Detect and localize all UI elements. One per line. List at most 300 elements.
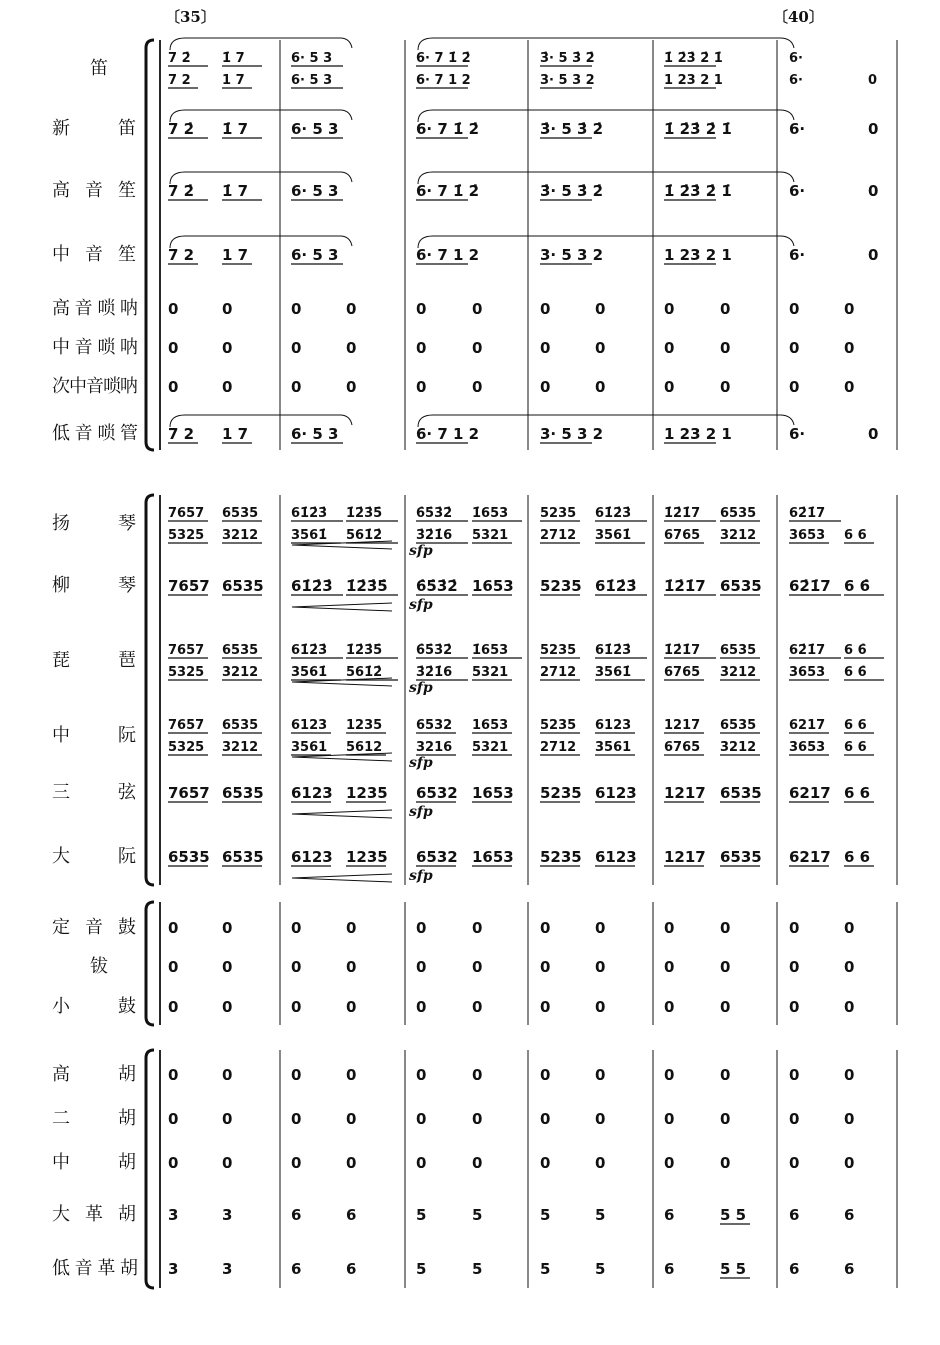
note-group: 0	[346, 1066, 357, 1084]
note-group: 0	[416, 958, 427, 976]
bracket-plucked-strings	[146, 495, 154, 885]
note-group: 3̇· 5 3̇ 2̇	[540, 51, 595, 66]
note-group: 5	[595, 1260, 606, 1278]
svg-text:定音鼓: 定音鼓	[52, 917, 136, 938]
note-group: 0	[472, 378, 483, 396]
note-group: 0	[540, 998, 551, 1016]
note-group: 5	[540, 1260, 551, 1278]
instrument-label	[52, 337, 138, 358]
note-group: 0	[222, 998, 233, 1016]
note-group: 0	[472, 1154, 483, 1172]
note-group: 1 23 2 1	[664, 246, 732, 264]
crescendo-hairpin	[292, 810, 392, 818]
note-group: 0	[472, 1110, 483, 1128]
note-group: 0	[720, 998, 731, 1016]
note-group: 1 23 2 1	[664, 73, 723, 88]
note-group: 0	[664, 1066, 675, 1084]
instrument-label	[52, 1204, 136, 1225]
note-group: 6	[789, 1260, 800, 1278]
note-group: 0	[844, 958, 855, 976]
note-group: 6765	[664, 740, 701, 755]
svg-text:中音笙: 中音笙	[52, 244, 136, 265]
note-group: 6532	[416, 718, 453, 733]
note-group: 3	[222, 1260, 233, 1278]
note-group: 6535	[222, 718, 259, 733]
note-group: 1̇ 7	[222, 51, 245, 66]
note-group: 7 2̇	[168, 51, 191, 66]
note-group: 5	[416, 1206, 427, 1224]
note-group: 0	[222, 958, 233, 976]
note-group: 0	[720, 919, 731, 937]
instrument-label	[52, 725, 136, 746]
note-group: 2712	[540, 740, 577, 755]
note-group: 561̇2̇	[346, 665, 383, 680]
note-group: 3· 5 3 2	[540, 246, 604, 264]
note-group: 1̇653	[472, 506, 509, 521]
instrument-label	[90, 58, 108, 79]
instrument-row	[52, 1108, 854, 1129]
note-group: 3561	[291, 740, 328, 755]
note-group: 0	[291, 1066, 302, 1084]
note-group: 6535	[222, 848, 264, 866]
note-group: 0	[868, 182, 879, 200]
note-group: 1̇ 2̇3̇ 2̇ 1̇	[664, 51, 723, 66]
note-group: 5321	[472, 665, 509, 680]
note-group: 7 2̇	[168, 120, 195, 138]
note-group: 6· 5 3	[291, 182, 339, 200]
instrument-label	[52, 996, 136, 1017]
instrument-label	[52, 244, 136, 265]
note-group: 0	[664, 919, 675, 937]
note-group: 0	[720, 339, 731, 357]
note-group: 6535	[720, 577, 762, 595]
note-group: 1653	[472, 577, 514, 595]
note-group: 6	[346, 1206, 357, 1224]
note-group: 0	[595, 378, 606, 396]
note-group: 0	[540, 1066, 551, 1084]
note-group: 561̇2̇	[346, 528, 383, 543]
dynamic-sfp: sfp	[409, 597, 433, 613]
note-group: 5325	[168, 665, 205, 680]
note-group: 7657	[168, 718, 205, 733]
svg-text:扬琴: 扬琴	[52, 513, 136, 534]
note-group: 6 6̇	[844, 643, 867, 658]
instrument-rows	[52, 51, 884, 1279]
note-group: 0	[720, 378, 731, 396]
note-group: 1̇ 7	[222, 182, 249, 200]
note-group: 5612	[346, 740, 383, 755]
bracket-winds	[146, 40, 154, 450]
note-group: 6 6̇	[844, 665, 867, 680]
note-group: 0	[291, 378, 302, 396]
svg-text:二胡: 二胡	[52, 1108, 136, 1129]
note-group: 5235	[540, 718, 577, 733]
note-group: 1̇2̇1̇7	[664, 577, 706, 595]
instrument-row	[52, 917, 854, 938]
note-group: 1̇2̇1̇7	[664, 643, 701, 658]
svg-text:小鼓: 小鼓	[52, 996, 136, 1017]
note-group: 3561̇	[595, 528, 632, 543]
instrument-label	[52, 512, 136, 534]
instrument-label	[52, 782, 137, 803]
instrument-label	[90, 956, 108, 977]
note-group: 3212	[720, 740, 757, 755]
note-group: 6	[844, 1260, 855, 1278]
note-group: 0	[868, 120, 879, 138]
note-group: 6532	[416, 784, 458, 802]
instrument-row	[52, 244, 878, 265]
note-group: 0	[168, 1066, 179, 1084]
note-group: 0	[416, 378, 427, 396]
note-group: 3212	[222, 528, 259, 543]
note-group: 0	[291, 958, 302, 976]
instrument-row	[52, 180, 878, 201]
note-group: 6535	[720, 718, 757, 733]
instrument-label	[52, 1152, 136, 1173]
note-group: 3561̇	[595, 665, 632, 680]
note-group: 1̇2̇3̇5̇	[346, 506, 383, 521]
note-group: 0	[789, 998, 800, 1016]
note-group: 6123	[595, 718, 632, 733]
instrument-label	[52, 1064, 136, 1085]
note-group: 0	[844, 1154, 855, 1172]
note-group: 7657	[168, 643, 205, 658]
note-group: 62̇1̇7	[789, 643, 826, 658]
note-group: 6 6̇	[844, 577, 871, 595]
note-group: 0	[664, 300, 675, 318]
svg-text:笛: 笛	[90, 58, 108, 79]
note-group: 0	[222, 339, 233, 357]
note-group: 0	[346, 958, 357, 976]
note-group: 6	[291, 1260, 302, 1278]
note-group: 0	[346, 300, 357, 318]
note-group: 5321	[472, 528, 509, 543]
note-group: 0	[472, 919, 483, 937]
note-group: 6	[664, 1260, 675, 1278]
note-group: 5	[472, 1260, 483, 1278]
instrument-row	[52, 506, 874, 559]
svg-text:琵琶: 琵琶	[52, 650, 136, 671]
note-group: 0	[540, 339, 551, 357]
instrument-row	[52, 118, 878, 139]
instrument-row	[52, 996, 854, 1017]
note-group: 0	[844, 919, 855, 937]
note-group: 1217	[664, 848, 706, 866]
note-group: 0	[720, 300, 731, 318]
note-group: 5325	[168, 528, 205, 543]
note-group: 61̇2̇3̇	[595, 643, 632, 658]
note-group: 0	[868, 73, 878, 88]
note-group: 6·	[789, 73, 803, 88]
svg-text:钹: 钹	[90, 956, 108, 977]
note-group: 6535	[720, 848, 762, 866]
note-group: 6123	[291, 848, 333, 866]
note-group: 61̇2̇3̇	[595, 506, 632, 521]
instrument-label	[52, 575, 136, 596]
note-group: 0	[346, 1110, 357, 1128]
note-group: 0	[868, 246, 879, 264]
note-group: 1235	[346, 718, 383, 733]
note-group: 6·	[789, 425, 806, 443]
note-group: 6· 5 3	[291, 51, 333, 66]
note-group: 0	[540, 1154, 551, 1172]
note-group: 0	[720, 1110, 731, 1128]
note-group: 0	[789, 300, 800, 318]
note-group: 6217	[789, 784, 831, 802]
svg-text:高音唢呐: 高音唢呐	[52, 298, 138, 319]
note-group: 1̇2̇3̇5̇	[346, 577, 388, 595]
note-group: 6	[346, 1260, 357, 1278]
note-group: 0	[844, 339, 855, 357]
note-group: 0	[844, 1066, 855, 1084]
note-group: 6	[664, 1206, 675, 1224]
note-group: 6217	[789, 848, 831, 866]
note-group: 5	[416, 1260, 427, 1278]
instrument-label	[52, 1108, 136, 1129]
note-group: 6·	[789, 182, 806, 200]
note-group: 6· 7 1̇ 2̇	[416, 120, 480, 138]
note-group: 6123	[291, 784, 333, 802]
note-group: 0	[168, 919, 179, 937]
note-group: 6̇5̇3̇2̇	[416, 643, 453, 658]
note-group: 7 2	[168, 425, 195, 443]
note-group: 0	[664, 339, 675, 357]
dynamic-sfp: sfp	[409, 543, 433, 559]
instrument-row	[52, 423, 878, 444]
svg-text:高音笙: 高音笙	[52, 180, 136, 201]
note-group: 6· 7 1 2	[416, 425, 480, 443]
note-group: 0	[540, 1110, 551, 1128]
note-group: 3	[222, 1206, 233, 1224]
note-group: 0	[222, 300, 233, 318]
note-group: 0	[416, 998, 427, 1016]
measure-marker: 〔35〕	[165, 8, 216, 26]
note-group: 3653	[789, 528, 826, 543]
note-group: 0	[789, 919, 800, 937]
slur	[418, 38, 794, 50]
note-group: 61̇2̇3̇	[291, 577, 333, 595]
note-group: 3· 5 3 2	[540, 73, 595, 88]
note-group: 3̇· 5 3̇ 2̇	[540, 120, 604, 138]
note-group: 0	[540, 919, 551, 937]
note-group: 1 23 2 1	[664, 425, 732, 443]
dynamic-sfp: sfp	[409, 680, 433, 696]
instrument-row	[52, 376, 854, 397]
instrument-label	[52, 1258, 138, 1279]
measure-markers	[165, 8, 824, 26]
note-group: 1235	[346, 848, 388, 866]
note-group: 0	[844, 378, 855, 396]
note-group: 2712	[540, 528, 577, 543]
note-group: 3212	[720, 528, 757, 543]
note-group: 0	[595, 1110, 606, 1128]
instrument-label	[52, 376, 138, 397]
note-group: 6· 7 1̇ 2̇	[416, 51, 471, 66]
note-group: 0	[789, 1110, 800, 1128]
note-group: 0	[540, 300, 551, 318]
note-group: 1653	[472, 718, 509, 733]
note-group: 6123	[595, 848, 637, 866]
note-group: 6535	[222, 643, 259, 658]
note-group: 6	[844, 1206, 855, 1224]
note-group: 5235	[540, 577, 582, 595]
note-group: 1653	[472, 784, 514, 802]
instrument-row	[52, 575, 884, 613]
note-group: 5	[595, 1206, 606, 1224]
note-group: 3561̇	[291, 665, 328, 680]
note-group: 0	[222, 1066, 233, 1084]
note-group: 6 6	[844, 718, 867, 733]
note-group: 0	[540, 378, 551, 396]
note-group: 5	[472, 1206, 483, 1224]
note-group: 0	[472, 300, 483, 318]
note-group: 6· 7 1 2	[416, 73, 471, 88]
crescendo-hairpin	[292, 874, 392, 882]
note-group: 0	[168, 958, 179, 976]
instrument-row	[52, 718, 874, 771]
note-group: 1653	[472, 848, 514, 866]
note-group: 0	[168, 1154, 179, 1172]
note-group: 0	[291, 1154, 302, 1172]
note-group: 5321	[472, 740, 509, 755]
note-group: 7 2	[168, 246, 195, 264]
note-group: 0	[789, 958, 800, 976]
note-group: 0	[416, 1110, 427, 1128]
note-group: 6·	[789, 246, 806, 264]
note-group: 3212	[720, 665, 757, 680]
note-group: 5 5	[720, 1260, 747, 1278]
note-group: 3561̇	[291, 528, 328, 543]
note-group: 3	[168, 1260, 179, 1278]
note-group: 7657	[168, 577, 210, 595]
note-group: 7657	[168, 506, 205, 521]
note-group: 0	[416, 339, 427, 357]
note-group: 6535	[720, 506, 757, 521]
note-group: 5	[540, 1206, 551, 1224]
note-group: 1̇ 2̇3̇ 2̇ 1̇	[664, 182, 732, 200]
note-group: 0	[346, 378, 357, 396]
svg-text:次中音唢呐: 次中音唢呐	[52, 376, 138, 397]
note-group: 0	[168, 998, 179, 1016]
note-group: 0	[291, 300, 302, 318]
note-group: 7 2	[168, 73, 191, 88]
svg-text:三弦: 三弦	[52, 782, 136, 803]
svg-text:低音唢管: 低音唢管	[52, 423, 138, 444]
instrument-label	[52, 298, 138, 319]
note-group: 5235	[540, 784, 582, 802]
note-group: 3̇2̇1̇6	[416, 528, 453, 543]
note-group: 0	[291, 339, 302, 357]
svg-text:大革胡: 大革胡	[52, 1204, 136, 1225]
note-group: 6· 5 3	[291, 120, 339, 138]
measure-marker: 〔40〕	[773, 8, 824, 26]
note-group: 6· 5 3	[291, 425, 339, 443]
instrument-row	[52, 643, 884, 696]
note-group: 6535	[222, 577, 264, 595]
note-group: 0	[595, 958, 606, 976]
note-group: 6765	[664, 528, 701, 543]
note-group: 61̇2̇3̇	[595, 577, 637, 595]
note-group: 0	[664, 958, 675, 976]
note-group: 0	[168, 300, 179, 318]
note-group: 0	[868, 425, 879, 443]
note-group: 1 7	[222, 246, 249, 264]
note-group: 7657	[168, 784, 210, 802]
note-group: 6·	[789, 120, 806, 138]
note-group: 3216	[416, 740, 453, 755]
note-group: 0	[540, 958, 551, 976]
svg-text:中阮: 中阮	[52, 725, 136, 746]
instrument-label	[52, 180, 136, 201]
note-group: 3561	[595, 740, 632, 755]
note-group: 0	[416, 1154, 427, 1172]
note-group: 1̇ 7	[222, 120, 249, 138]
instrument-row	[52, 1204, 854, 1225]
note-group: 6 6	[844, 784, 871, 802]
bracket-percussion	[146, 902, 154, 1025]
note-group: 6	[291, 1206, 302, 1224]
instrument-row	[52, 298, 854, 319]
note-group: 1 7	[222, 73, 245, 88]
note-group: 5235	[540, 848, 582, 866]
note-group: 0	[291, 919, 302, 937]
note-group: 6̇5̇3̇2̇	[416, 506, 453, 521]
note-group: 0	[844, 998, 855, 1016]
note-group: 6· 5 3	[291, 73, 333, 88]
note-group: 6535	[222, 506, 259, 521]
note-group: 61̇2̇3̇	[291, 506, 328, 521]
dynamic-sfp: sfp	[409, 804, 433, 820]
note-group: 3̇· 5 3̇ 2̇	[540, 182, 604, 200]
note-group: 0	[595, 919, 606, 937]
note-group: 0	[168, 378, 179, 396]
note-group: 3653	[789, 740, 826, 755]
note-group: 0	[346, 919, 357, 937]
instrument-row	[52, 1064, 854, 1085]
note-group: 3653	[789, 665, 826, 680]
svg-text:高胡: 高胡	[52, 1064, 136, 1085]
note-group: 62̇1̇7	[789, 506, 826, 521]
note-group: 61̇2̇3̇	[291, 643, 328, 658]
svg-text:低音革胡: 低音革胡	[52, 1258, 138, 1279]
note-group: 0	[472, 958, 483, 976]
note-group: 0	[664, 998, 675, 1016]
note-group: 1̇653	[472, 643, 509, 658]
instrument-row	[52, 337, 854, 358]
note-group: 0	[291, 998, 302, 1016]
note-group: 5235	[540, 643, 577, 658]
note-group: 6123	[291, 718, 328, 733]
instrument-row	[52, 782, 874, 820]
note-group: 0	[789, 1154, 800, 1172]
note-group: 6532	[416, 848, 458, 866]
note-group: 0	[472, 1066, 483, 1084]
note-group: 0	[168, 339, 179, 357]
note-group: 6123	[595, 784, 637, 802]
note-group: 0	[595, 300, 606, 318]
note-group: 0	[346, 339, 357, 357]
instrument-label	[52, 423, 138, 444]
note-group: 2712	[540, 665, 577, 680]
note-group: 6217	[789, 718, 826, 733]
note-group: 0	[168, 1110, 179, 1128]
slur	[170, 38, 352, 50]
instrument-label	[52, 118, 136, 139]
note-group: 6	[789, 1206, 800, 1224]
note-group: 0	[595, 1066, 606, 1084]
note-group: 6 6	[844, 848, 871, 866]
note-group: 6· 7 1 2	[416, 246, 480, 264]
